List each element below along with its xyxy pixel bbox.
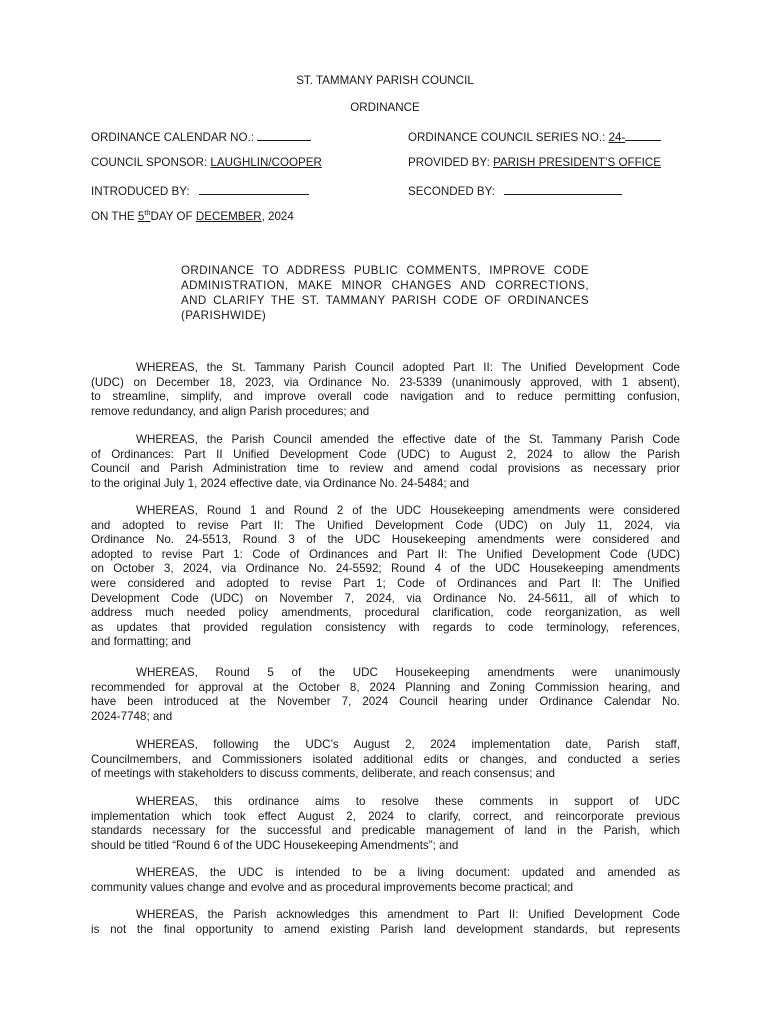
paragraph-line: implementation which took effect August 2, 2024 to clarify, correct, and reincorporate previous [91, 809, 680, 823]
date-month: DECEMBER [195, 210, 262, 223]
paragraph-line: WHEREAS, Round 5 of the UDC Housekeeping amendments were unanimously [136, 666, 680, 679]
paragraph-line: as updates that provided regulation consistency with regards to code terminology, references, [91, 620, 680, 634]
paragraph-line: WHEREAS, the St. Tammany Parish Council adopted Part II: The Unified Development Code [136, 361, 680, 374]
paragraph-line: and formatting; and [91, 635, 191, 649]
seconded-by-blank [504, 183, 622, 195]
title-line: (PARISHWIDE) [181, 309, 267, 322]
council-sponsor-value: LAUGHLIN/COOPER [210, 156, 322, 169]
ordinance-title [181, 263, 589, 323]
document-type: ORDINANCE [350, 101, 420, 114]
whereas-paragraph [91, 504, 680, 650]
whereas-paragraph [91, 433, 680, 491]
council-sponsor-field [91, 156, 322, 169]
provided-by-value: PARISH PRESIDENT’S OFFICE [493, 156, 661, 169]
paragraph-line: address much needed policy amendments, procedural clarification, code reorganization, as well [91, 606, 680, 620]
paragraph-line: Council and Parish Administration time to review and amend codal provisions as necessary prior [91, 462, 680, 476]
paragraph-line: and adopted to revise Part II: The Unified Development Code (UDC) on July 11, 2024, via [91, 518, 680, 532]
whereas-paragraph [91, 866, 680, 895]
paragraph-line: WHEREAS, following the UDC’s August 2, 2024 implementation date, Parish staff, [136, 738, 680, 751]
paragraph-line: Ordinance No. 24-5513, Round 3 of the UDC Housekeeping amendments were considered and [91, 533, 680, 547]
title-line: AND CLARIFY THE ST. TAMMANY PARISH CODE OF ORDINANCES [181, 294, 589, 307]
paragraph-line: on October 3, 2024, via Ordinance No. 24-5592; Round 4 of the UDC Housekeeping amendments [91, 562, 680, 576]
whereas-paragraph [91, 738, 680, 782]
paragraph-line: of Ordinances: Part II Unified Development Code (UDC) to August 2, 2024 to allow the Parish [91, 447, 680, 461]
paragraph-line: Councilmembers, and Commissioners isolated additional edits or changes, and conducted a series [91, 752, 680, 766]
paragraph-line: recommended for approval at the October 8, 2024 Planning and Zoning Commission hearing, and [91, 680, 680, 694]
introduced-by-field [91, 183, 309, 198]
paragraph-line: WHEREAS, the Parish Council amended the effective date of the St. Tammany Parish Code [136, 433, 680, 446]
introduced-by-blank [199, 183, 309, 195]
council-heading: ST. TAMMANY PARISH COUNCIL [296, 74, 474, 87]
provided-by-field [408, 156, 661, 169]
date-day-number: 5 [137, 210, 145, 223]
title-line: ORDINANCE TO ADDRESS PUBLIC COMMENTS, IMPROVE CODE [181, 264, 589, 277]
council-sponsor-label: COUNCIL SPONSOR: [91, 156, 208, 169]
date-line [91, 210, 294, 223]
paragraph-line: to streamline, simplify, and improve overall code navigation and to reduce permitting confusion, [91, 390, 680, 404]
paragraph-line: adopted to revise Part 1: Code of Ordinances and Part II: The Unified Development Code (UDC) [91, 547, 680, 561]
paragraph-line: WHEREAS, this ordinance aims to resolve these comments in support of UDC [136, 795, 680, 808]
paragraph-line: is not the final opportunity to amend existing Parish land development standards, but represents [91, 922, 680, 936]
whereas-paragraph [91, 361, 680, 419]
date-day-suffix: th [144, 208, 151, 217]
paragraph-line: should be titled “Round 6 of the UDC Housekeeping Amendments”; and [91, 838, 459, 852]
paragraph-line: community values change and evolve and as procedural improvements become practical; and [91, 880, 574, 894]
paragraph-line: WHEREAS, the UDC is intended to be a living document: updated and amended as [136, 866, 680, 879]
council-series-field [408, 129, 661, 144]
paragraph-line: Development Code (UDC) on November 7, 2024, via Ordinance No. 24-5611, all of which to [91, 591, 680, 605]
council-series-value: 24- [608, 131, 626, 144]
calendar-number-label: ORDINANCE CALENDAR NO.: [91, 131, 254, 144]
paragraph-line: standards necessary for the successful and predicable management of land in the Parish, which [91, 824, 680, 838]
paragraph-line: were considered and adopted to revise Part 1; Code of Ordinances and Part II: The Unified [91, 576, 680, 590]
paragraph-line: WHEREAS, Round 1 and Round 2 of the UDC Housekeeping amendments were considered [136, 504, 680, 517]
paragraph-line: of meetings with stakeholders to discuss comments, deliberate, and reach consensus; and [91, 767, 555, 781]
paragraph-line: to the original July 1, 2024 effective date, via Ordinance No. 24-5484; and [91, 476, 470, 490]
whereas-paragraph [91, 795, 680, 853]
calendar-number-field [91, 129, 311, 144]
introduced-by-label: INTRODUCED BY: [91, 185, 190, 198]
whereas-paragraph [91, 666, 680, 724]
date-year: , 2024 [261, 210, 294, 223]
date-day [138, 210, 151, 223]
paragraph-line: have been introduced at the November 7, 2024 Council hearing under Ordinance Calendar No. [91, 695, 680, 709]
title-line: ADMINISTRATION, MAKE MINOR CHANGES AND CORRECTIONS, [181, 279, 589, 292]
paragraph-line: remove redundancy, and align Parish procedures; and [91, 404, 370, 418]
whereas-paragraph [91, 908, 680, 937]
paragraph-line: (UDC) on December 18, 2023, via Ordinance No. 23-5339 (unanimously approved, with 1 absent), [91, 375, 680, 389]
paragraph-line: WHEREAS, the Parish acknowledges this amendment to Part II: Unified Development Code [136, 908, 680, 921]
calendar-number-blank [257, 129, 311, 141]
seconded-by-label: SECONDED BY: [408, 185, 495, 198]
seconded-by-field [408, 183, 622, 198]
provided-by-label: PROVIDED BY: [408, 156, 490, 169]
paragraph-line: 2024-7748; and [91, 709, 173, 723]
date-mid: DAY OF [150, 210, 193, 223]
council-series-blank [625, 129, 661, 141]
date-prefix: ON THE [91, 210, 135, 223]
council-series-label: ORDINANCE COUNCIL SERIES NO.: [408, 131, 606, 144]
